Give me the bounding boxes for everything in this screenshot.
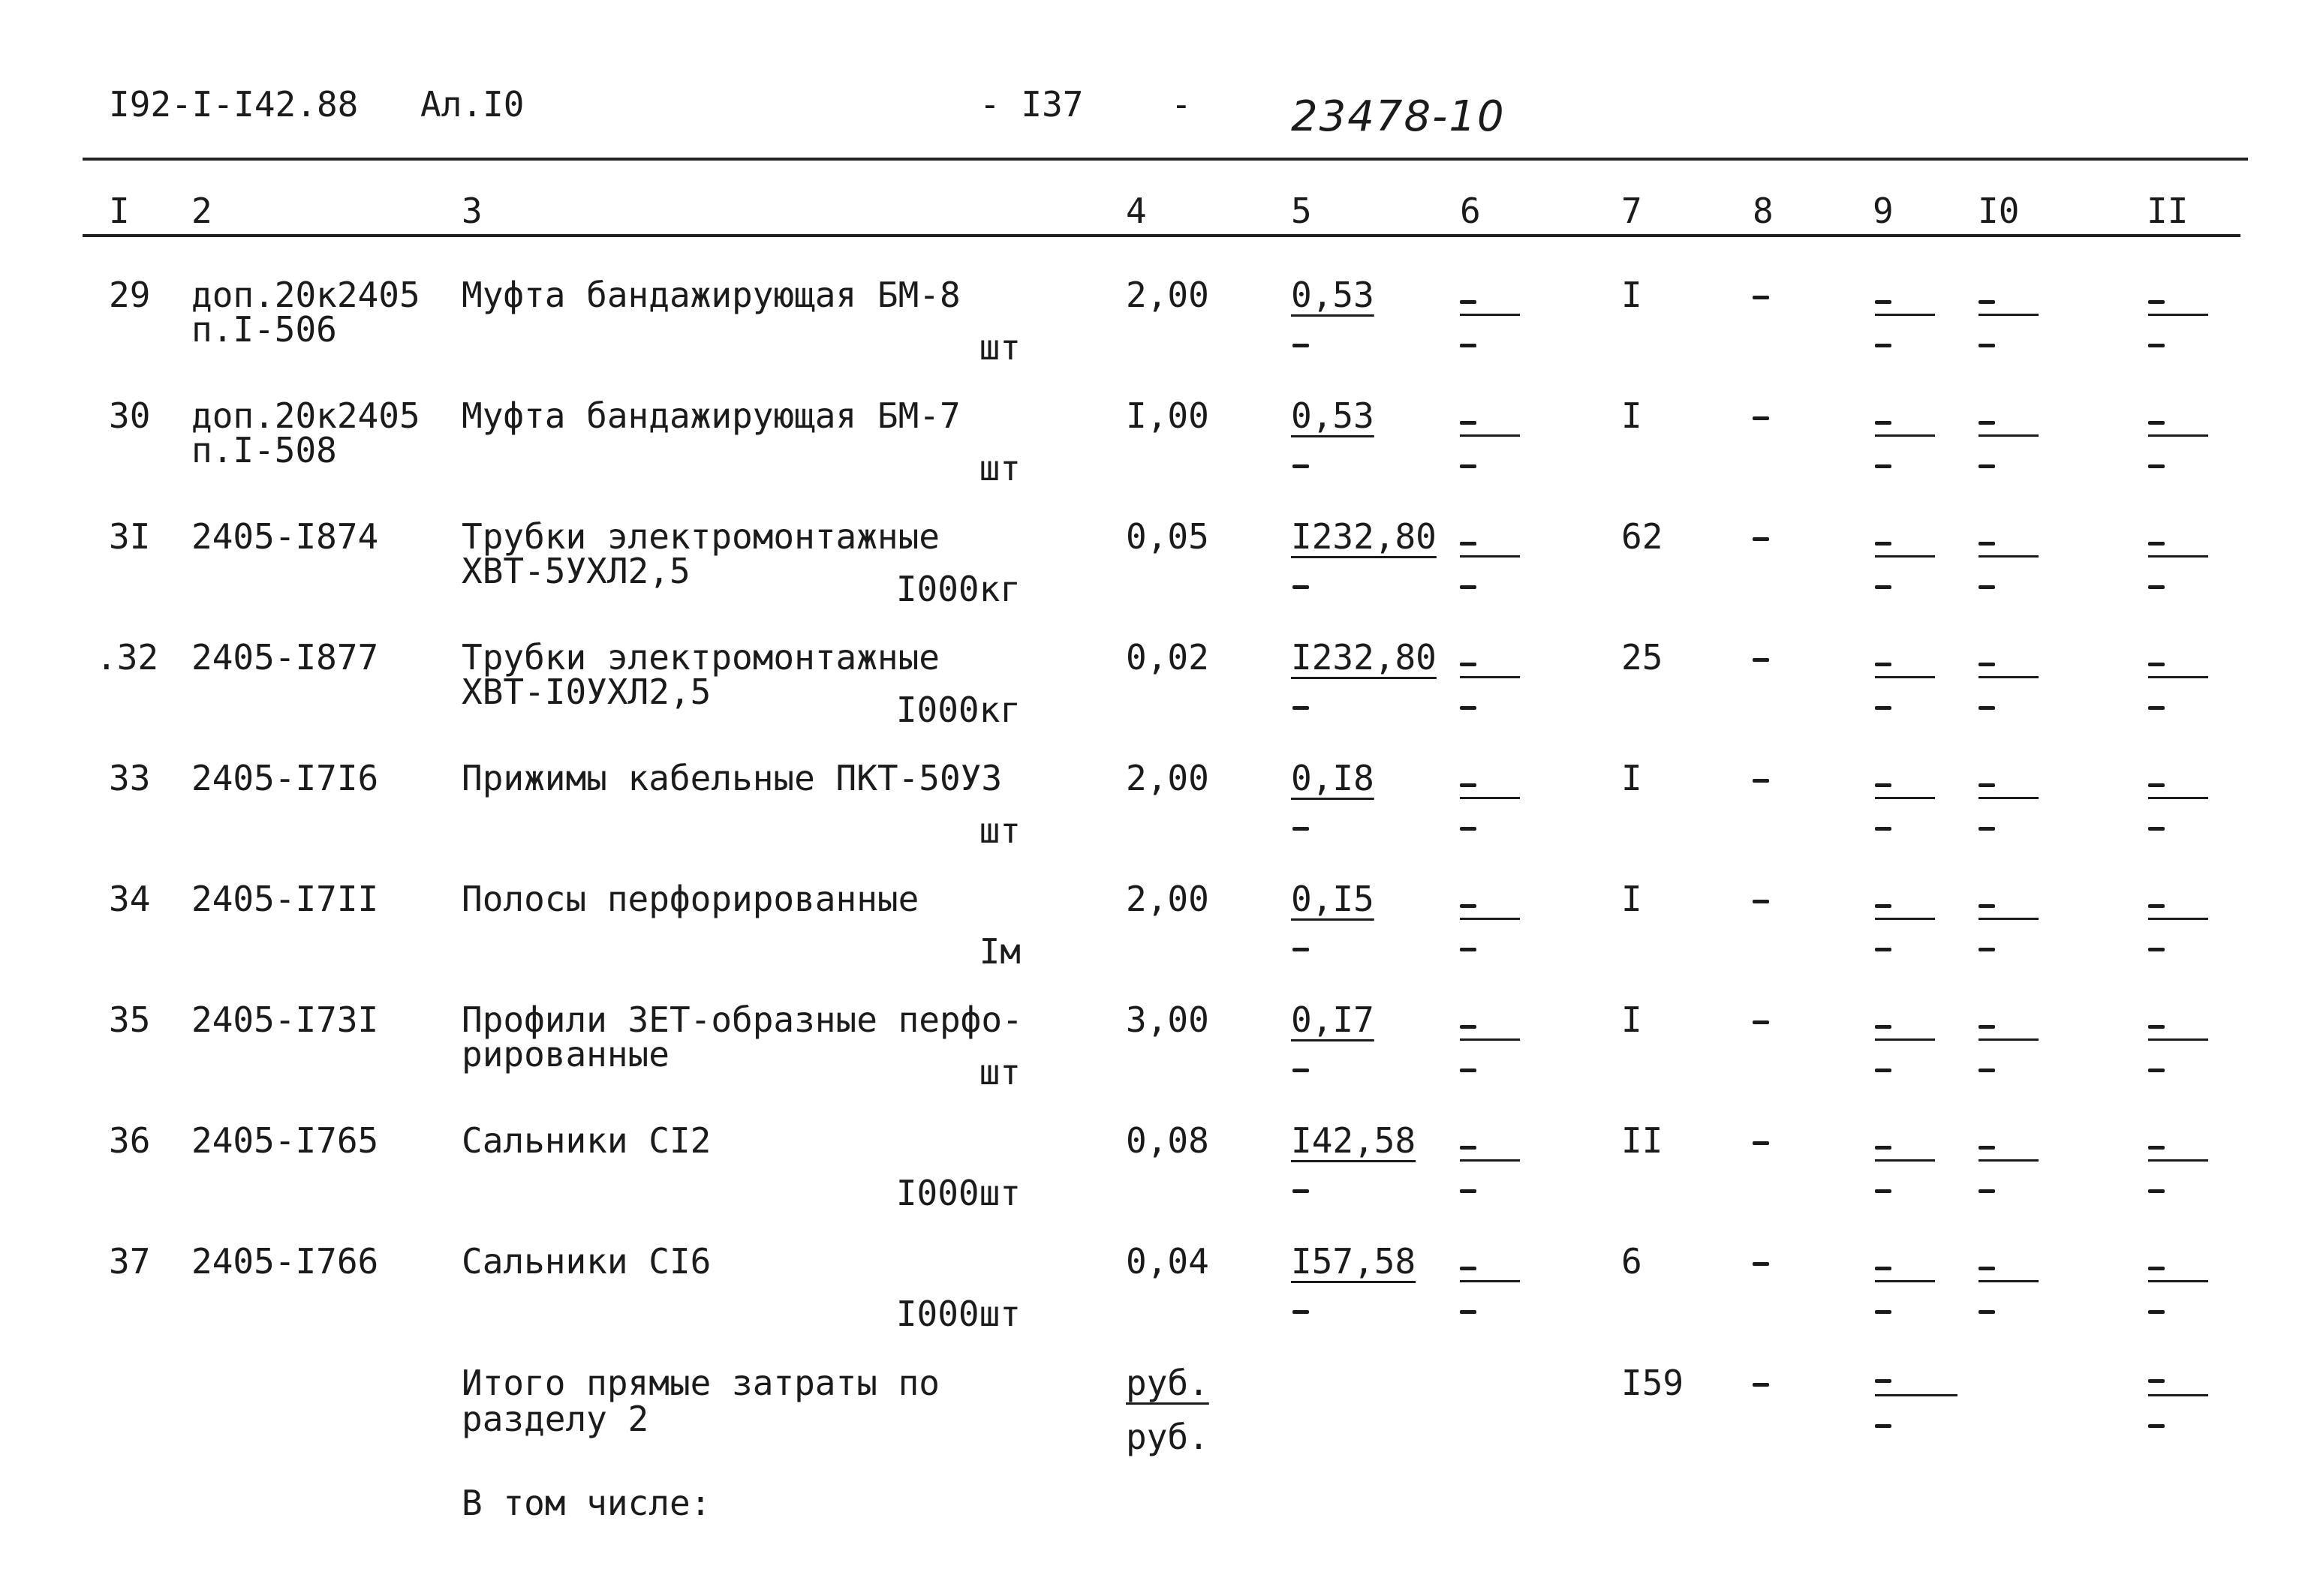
unit-price: I232,80 [1291, 637, 1437, 678]
col7-value: 6 [1621, 1241, 1642, 1282]
unit-price: I42,58 [1291, 1120, 1416, 1161]
dash-mark [1753, 658, 1769, 662]
col7-value: I [1621, 758, 1642, 798]
dash-mark [1292, 948, 1309, 951]
dash-mark [1292, 827, 1309, 831]
code: 2405-I7II [191, 879, 379, 919]
dash-mark [2148, 542, 2165, 546]
dash-mark [1979, 1267, 1995, 1270]
dash-mark [1460, 1025, 1476, 1029]
item-name: Муфта бандажирующая БМ-7 [462, 395, 961, 436]
underline-mark [1875, 1280, 1935, 1282]
unit-price: 0,I5 [1291, 879, 1374, 919]
code: 2405-I877 [191, 637, 379, 678]
dash-mark [1979, 585, 1995, 589]
col-header-6: 6 [1460, 191, 1481, 231]
dash-mark [1875, 421, 1891, 425]
unit: I000шт [895, 1173, 1021, 1213]
dash-mark [1292, 706, 1309, 710]
underline-mark [1460, 676, 1520, 678]
dash-mark [2148, 663, 2165, 666]
quantity: 0,08 [1126, 1120, 1209, 1161]
doc-code: I92-I-I42.88 [109, 84, 359, 125]
dash-mark [1292, 1189, 1309, 1193]
dash-mark [1460, 904, 1476, 908]
dash-mark [2148, 1189, 2165, 1193]
dash-mark [2148, 1267, 2165, 1270]
underline-mark [1875, 676, 1935, 678]
underline-mark [1979, 1038, 2039, 1041]
dash-mark [1460, 585, 1476, 589]
header-rule [83, 158, 2248, 161]
dash-mark [1979, 1146, 1995, 1150]
row-number: .32 [96, 637, 159, 678]
dash-mark [1460, 1069, 1476, 1072]
dash-mark [1753, 1383, 1769, 1387]
code: доп.20к2405 [191, 395, 420, 436]
underline-mark [1875, 555, 1935, 558]
dash-mark [1292, 1069, 1309, 1072]
row-number: 30 [109, 395, 151, 436]
underline-mark [2148, 434, 2208, 437]
code: 2405-I765 [191, 1120, 379, 1161]
dash-mark [1460, 542, 1476, 546]
underline-mark [1875, 314, 1935, 316]
dash-mark [1460, 1267, 1476, 1270]
col7-value: I [1621, 395, 1642, 436]
dash-mark [1979, 464, 1995, 468]
item-name: Сальники СI6 [462, 1241, 712, 1282]
underline-mark [1875, 1394, 1957, 1396]
col-header-3: 3 [462, 191, 483, 231]
dash-mark [2148, 421, 2165, 425]
code: 2405-I7I6 [191, 758, 379, 798]
dash-mark [1979, 783, 1995, 787]
dash-mark [1979, 1025, 1995, 1029]
dash-mark [1875, 1379, 1891, 1383]
col7-value: II [1621, 1120, 1663, 1161]
dash-mark [2148, 585, 2165, 589]
item-name-sub: рированные [462, 1034, 670, 1075]
dash-mark [2148, 827, 2165, 831]
quantity: 0,04 [1126, 1241, 1209, 1282]
total-unit-1: руб. [1126, 1363, 1209, 1403]
code: 2405-I874 [191, 516, 379, 557]
dash-mark [1753, 1141, 1769, 1145]
dash-mark [2148, 948, 2165, 951]
total-col7: I59 [1621, 1363, 1684, 1403]
dash-mark [1753, 1262, 1769, 1266]
dash-mark [1460, 300, 1476, 304]
underline-mark [2148, 1280, 2208, 1282]
dash-mark [1875, 706, 1891, 710]
dash-mark [1979, 663, 1995, 666]
row-number: 29 [109, 275, 151, 315]
item-name-sub: ХВТ-5УХЛ2,5 [462, 551, 691, 591]
unit: шт [979, 1052, 1021, 1093]
unit-price: I57,58 [1291, 1241, 1416, 1282]
dash-mark [1460, 827, 1476, 831]
col7-value: 62 [1621, 516, 1663, 557]
code: 2405-I766 [191, 1241, 379, 1282]
row-number: 35 [109, 999, 151, 1040]
dash-mark [2148, 706, 2165, 710]
underline-mark [1460, 1159, 1520, 1162]
total-unit-2: руб. [1126, 1417, 1209, 1457]
underline-mark [1460, 918, 1520, 920]
row-number: 34 [109, 879, 151, 919]
dash-mark [1292, 585, 1309, 589]
dash-mark [1875, 1189, 1891, 1193]
underline-mark [1460, 314, 1520, 316]
dash-mark [1753, 416, 1769, 420]
underline-mark [1979, 314, 2039, 316]
dash-mark [1875, 827, 1891, 831]
underline-mark [1460, 1280, 1520, 1282]
dash-mark [1875, 344, 1891, 347]
quantity: 2,00 [1126, 758, 1209, 798]
dash-mark [1460, 1310, 1476, 1314]
dash-mark [2148, 1379, 2165, 1383]
item-name-sub: ХВТ-I0УХЛ2,5 [462, 672, 712, 712]
underline-mark [1460, 1038, 1520, 1041]
row-number: 37 [109, 1241, 151, 1282]
item-name: Сальники СI2 [462, 1120, 712, 1161]
code: 2405-I73I [191, 999, 379, 1040]
dash-mark [1979, 827, 1995, 831]
dash-mark [1979, 948, 1995, 951]
dash-mark [1875, 1424, 1891, 1428]
unit: Iм [979, 931, 1021, 972]
dash-mark [1979, 904, 1995, 908]
underline-mark [2148, 1159, 2208, 1162]
col-header-9: 9 [1873, 191, 1894, 231]
col-header-4: 4 [1126, 191, 1147, 231]
dash-mark [1460, 783, 1476, 787]
underline-mark [2148, 797, 2208, 799]
dash-mark [1979, 706, 1995, 710]
item-name: Профили ЗЕТ-образные перфо- [462, 999, 1023, 1040]
dash-mark [1875, 904, 1891, 908]
dash-mark [1460, 344, 1476, 347]
dash-mark [1460, 421, 1476, 425]
unit-price: 0,53 [1291, 275, 1374, 315]
unit: I000шт [895, 1294, 1021, 1334]
item-name: Трубки электромонтажные [462, 516, 940, 557]
col-header-11: II [2147, 191, 2189, 231]
col7-value: I [1621, 275, 1642, 315]
code-sub: п.I-508 [191, 430, 337, 470]
dash-mark [1979, 421, 1995, 425]
quantity: I,00 [1126, 395, 1209, 436]
dash-mark [1460, 948, 1476, 951]
dash-mark [1753, 1020, 1769, 1024]
underline-mark [1979, 1159, 2039, 1162]
dash-mark [1875, 585, 1891, 589]
dash-mark [1979, 344, 1995, 347]
quantity: 0,05 [1126, 516, 1209, 557]
dash-mark [2148, 464, 2165, 468]
dash-mark [1979, 1069, 1995, 1072]
dash-mark [2148, 783, 2165, 787]
dash-mark [1875, 1310, 1891, 1314]
dash-mark [1460, 464, 1476, 468]
item-name: Трубки электромонтажные [462, 637, 940, 678]
dash-mark [1460, 1146, 1476, 1150]
quantity: 3,00 [1126, 999, 1209, 1040]
col-header-1: I [109, 191, 130, 231]
page-number: - I37 [979, 84, 1084, 125]
unit: шт [979, 448, 1021, 488]
unit: шт [979, 327, 1021, 368]
dash-mark [1875, 1069, 1891, 1072]
unit: I000кг [895, 690, 1021, 730]
dash-mark [1979, 542, 1995, 546]
col7-value: I [1621, 999, 1642, 1040]
underline-mark [2148, 1394, 2208, 1396]
code: доп.20к2405 [191, 275, 420, 315]
dash-mark [1875, 300, 1891, 304]
dash-mark [2148, 300, 2165, 304]
dash-mark [1875, 1025, 1891, 1029]
underline-mark [1979, 918, 2039, 920]
underline-mark [1875, 1038, 1935, 1041]
dash-mark [2148, 904, 2165, 908]
unit-price: I232,80 [1291, 516, 1437, 557]
dash-mark [1753, 537, 1769, 541]
total-label: Итого прямые затраты по [462, 1363, 940, 1403]
underline-mark [1875, 434, 1935, 437]
col-header-5: 5 [1291, 191, 1312, 231]
code-sub: п.I-506 [191, 309, 337, 350]
dash-mark [1875, 663, 1891, 666]
dash-mark [1292, 1310, 1309, 1314]
col-header-10: I0 [1978, 191, 2020, 231]
dash-mark [1875, 1146, 1891, 1150]
dash-mark [1979, 1310, 1995, 1314]
row-number: 33 [109, 758, 151, 798]
col-header-2: 2 [191, 191, 212, 231]
underline-mark [1875, 1159, 1935, 1162]
dash-mark [1875, 948, 1891, 951]
quantity: 0,02 [1126, 637, 1209, 678]
dash-mark [2148, 1146, 2165, 1150]
underline-mark [1979, 1280, 2039, 1282]
underline-mark [1979, 676, 2039, 678]
underline-mark [1979, 555, 2039, 558]
total-label-2: разделу 2 [462, 1399, 649, 1439]
item-name: Полосы перфорированные [462, 879, 919, 919]
item-name: Прижимы кабельные ПКТ-50У3 [462, 758, 1003, 798]
dash-mark [1460, 706, 1476, 710]
dash-mark [1460, 1189, 1476, 1193]
sheet-number: Ал.I0 [420, 84, 525, 125]
item-name: Муфта бандажирующая БМ-8 [462, 275, 961, 315]
underline-mark [2148, 1038, 2208, 1041]
unit: I000кг [895, 569, 1021, 609]
unit-price: 0,53 [1291, 395, 1374, 436]
underline-mark [2148, 918, 2208, 920]
underline-mark [1460, 434, 1520, 437]
quantity: 2,00 [1126, 879, 1209, 919]
col7-value: 25 [1621, 637, 1663, 678]
underline-mark [2148, 314, 2208, 316]
dash-mark [2148, 1069, 2165, 1072]
underline-mark [2148, 555, 2208, 558]
dash-mark [1460, 663, 1476, 666]
underline-mark [1875, 797, 1935, 799]
col-header-7: 7 [1621, 191, 1642, 231]
underline-mark [1979, 434, 2039, 437]
dash-mark [1875, 1267, 1891, 1270]
dash-mark [2148, 1025, 2165, 1029]
row-number: 36 [109, 1120, 151, 1161]
col-header-8: 8 [1753, 191, 1774, 231]
column-header-rule [83, 234, 2240, 237]
underline-mark [1460, 797, 1520, 799]
dash-mark [1979, 300, 1995, 304]
dash-mark [1292, 344, 1309, 347]
dash-mark [1753, 900, 1769, 903]
underline-mark [1460, 555, 1520, 558]
dash-mark [1292, 464, 1309, 468]
dash-mark [2148, 344, 2165, 347]
unit-price: 0,I7 [1291, 999, 1374, 1040]
underline-mark [1979, 797, 2039, 799]
unit: шт [979, 810, 1021, 851]
dash-mark [1753, 296, 1769, 299]
row-number: 3I [109, 516, 151, 557]
dash-mark [1875, 783, 1891, 787]
dash-mark [1875, 464, 1891, 468]
dash-mark [1875, 542, 1891, 546]
underline-mark [1875, 918, 1935, 920]
dash-mark [1979, 1189, 1995, 1193]
dash-mark [1753, 779, 1769, 783]
underline-mark [2148, 676, 2208, 678]
quantity: 2,00 [1126, 275, 1209, 315]
col7-value: I [1621, 879, 1642, 919]
dash-mark [2148, 1310, 2165, 1314]
including-label: В том числе: [462, 1483, 712, 1523]
dash-mark [2148, 1424, 2165, 1428]
handwritten-number: 23478-10 [1291, 92, 1506, 141]
header-separator: - [1171, 84, 1192, 125]
unit-price: 0,I8 [1291, 758, 1374, 798]
